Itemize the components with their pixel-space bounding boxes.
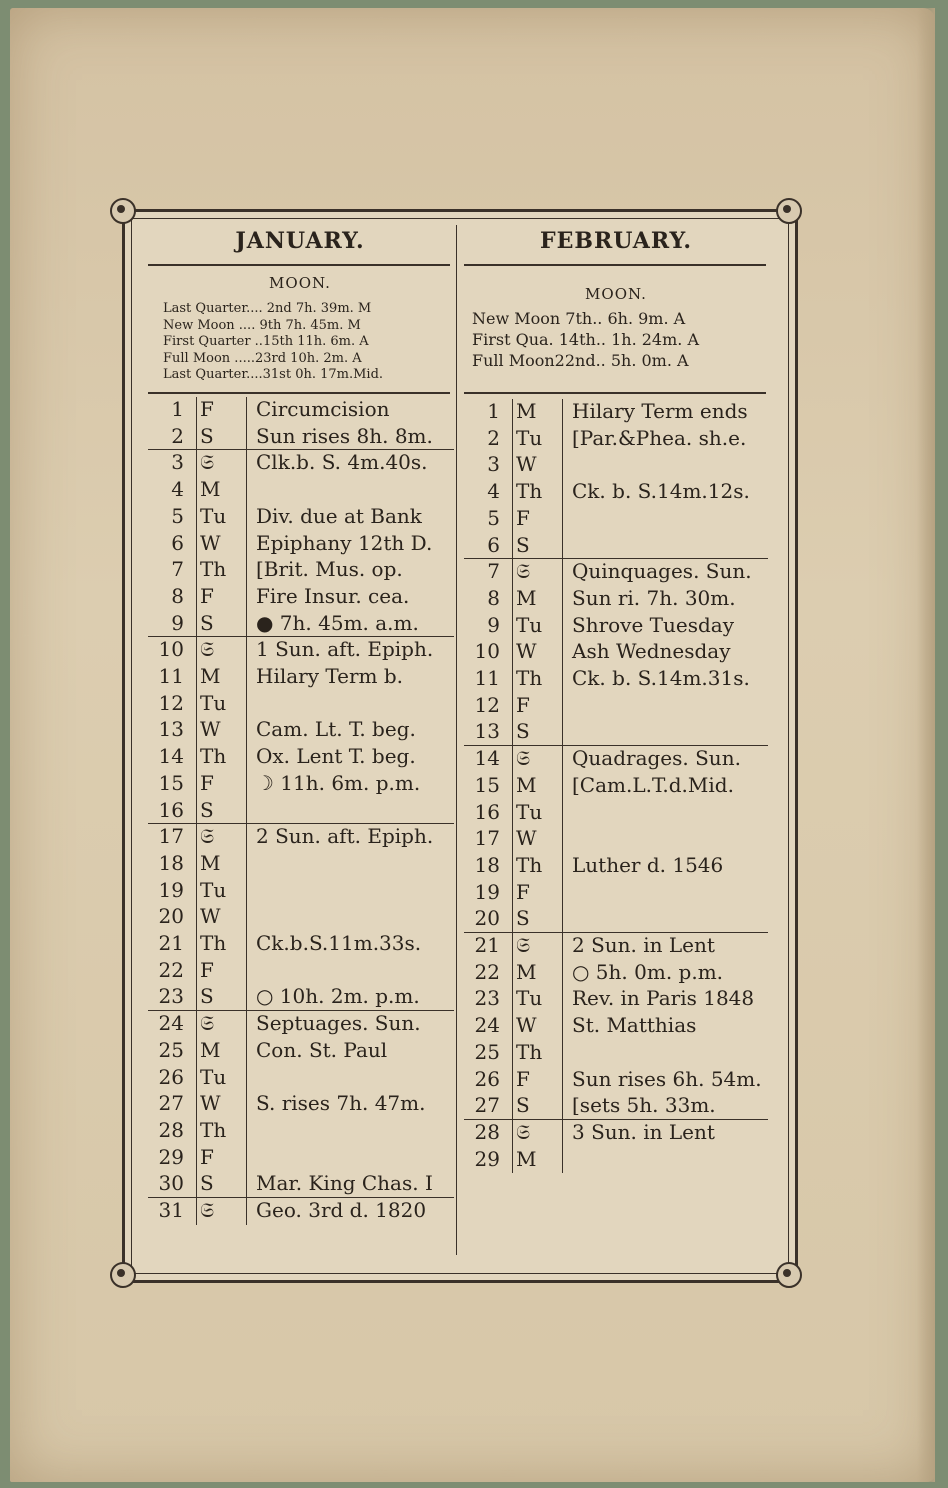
day-number: 31 xyxy=(158,1198,184,1222)
day-number: 12 xyxy=(158,690,184,715)
day-number: 14 xyxy=(474,746,500,771)
day-number: 3 xyxy=(487,452,500,477)
day-number: 15 xyxy=(158,770,184,795)
weekday: F xyxy=(516,692,530,717)
january-title-rule xyxy=(148,264,450,266)
january-moon-line: Last Quarter.... 2nd 7h. 39m. M xyxy=(163,301,372,316)
weekday: M xyxy=(200,1037,221,1062)
january-day-row xyxy=(148,1038,454,1065)
day-event: Ck.b.S.11m.33s. xyxy=(256,931,422,955)
day-number: 4 xyxy=(487,479,500,504)
january-day-row xyxy=(148,904,454,931)
january-day-row xyxy=(148,557,454,584)
weekday: 𝔖 xyxy=(516,559,531,584)
day-event: Quadrages. Sun. xyxy=(572,746,741,771)
february-moon-line: Full Moon22nd.. 5h. 0m. A xyxy=(472,351,689,370)
february-column-rule xyxy=(512,399,513,1173)
day-number: 23 xyxy=(474,986,500,1011)
day-number: 9 xyxy=(171,610,184,635)
weekday: W xyxy=(200,1091,221,1116)
weekday: M xyxy=(200,477,221,502)
day-event: [Cam.L.T.d.Mid. xyxy=(572,772,734,797)
page-edge xyxy=(917,8,935,1482)
february-day-row xyxy=(464,1013,768,1040)
corner-ornament-bottom-right xyxy=(776,1262,802,1288)
january-day-row xyxy=(148,1011,454,1038)
weekday: Th xyxy=(200,744,227,769)
day-number: 20 xyxy=(474,906,500,931)
day-event: Rev. in Paris 1848 xyxy=(572,986,755,1011)
day-number: 17 xyxy=(158,824,184,849)
day-event: Ck. b. S.14m.31s. xyxy=(572,666,750,690)
weekday: S xyxy=(516,906,530,931)
weekday: S xyxy=(200,610,214,635)
february-day-row xyxy=(464,452,768,479)
day-number: 27 xyxy=(158,1091,184,1116)
day-event: ☽ 11h. 6m. p.m. xyxy=(256,770,421,795)
january-moon-line: First Quarter ..15th 11h. 6m. A xyxy=(163,334,369,349)
weekday: Tu xyxy=(516,986,543,1011)
day-event: Shrove Tuesday xyxy=(572,612,735,637)
february-day-row xyxy=(464,960,768,987)
weekday: Th xyxy=(516,852,543,877)
february-day-row xyxy=(464,399,768,426)
february-day-row xyxy=(464,586,768,613)
day-number: 12 xyxy=(474,692,500,717)
february-day-row xyxy=(464,800,768,827)
weekday: Th xyxy=(516,479,543,504)
weekday: W xyxy=(516,1013,537,1038)
day-number: 29 xyxy=(158,1144,184,1169)
january-day-row xyxy=(148,984,454,1011)
january-day-row xyxy=(148,584,454,611)
day-event: Ash Wednesday xyxy=(572,639,731,664)
day-event: Clk.b. S. 4m.40s. xyxy=(256,450,428,475)
day-event: Quinquages. Sun. xyxy=(572,559,752,584)
day-event: Sun rises 8h. 8m. xyxy=(256,423,433,448)
day-number: 8 xyxy=(171,583,184,608)
day-number: 28 xyxy=(158,1117,184,1142)
day-number: 21 xyxy=(474,933,500,957)
day-number: 17 xyxy=(474,826,500,851)
weekday: W xyxy=(200,717,221,742)
day-number: 29 xyxy=(474,1146,500,1171)
january-day-row xyxy=(148,1065,454,1092)
day-event: Septuages. Sun. xyxy=(256,1011,421,1036)
january-day-row xyxy=(148,691,454,718)
weekday: Th xyxy=(516,1039,543,1064)
day-number: 26 xyxy=(158,1064,184,1089)
day-number: 6 xyxy=(171,530,184,555)
day-event: 2 Sun. aft. Epiph. xyxy=(256,824,434,849)
weekday: S xyxy=(516,532,530,557)
weekday: M xyxy=(516,399,537,423)
weekday: Th xyxy=(200,557,227,582)
weekday: Tu xyxy=(200,503,227,528)
corner-ornament-bottom-left xyxy=(110,1262,136,1288)
february-moon-line: First Qua. 14th.. 1h. 24m. A xyxy=(472,330,699,349)
february-day-row xyxy=(464,1067,768,1094)
corner-ornament-top-right xyxy=(776,198,802,224)
january-moon-rule xyxy=(148,392,450,394)
day-event: 2 Sun. in Lent xyxy=(572,933,715,957)
day-number: 23 xyxy=(158,984,184,1009)
weekday: F xyxy=(516,505,530,530)
day-event: ○ 5h. 0m. p.m. xyxy=(572,959,724,984)
february-day-row xyxy=(464,1093,768,1120)
day-number: 1 xyxy=(487,399,500,423)
february-day-row xyxy=(464,719,768,746)
week-separator xyxy=(148,449,454,450)
february-day-row xyxy=(464,880,768,907)
day-number: 10 xyxy=(158,637,184,662)
day-number: 1 xyxy=(171,397,184,421)
weekday: Tu xyxy=(516,612,543,637)
week-separator xyxy=(464,558,768,559)
weekday: Tu xyxy=(200,690,227,715)
day-event: 3 Sun. in Lent xyxy=(572,1119,715,1144)
january-day-row xyxy=(148,1171,454,1198)
january-day-row xyxy=(148,637,454,664)
month-divider xyxy=(456,225,457,1255)
day-event: Hilary Term b. xyxy=(256,664,404,688)
january-moon-line: Full Moon .....23rd 10h. 2m. A xyxy=(163,350,362,366)
january-day-row xyxy=(148,1118,454,1145)
day-number: 13 xyxy=(158,717,184,742)
day-number: 5 xyxy=(487,505,500,530)
weekday: S xyxy=(200,423,214,448)
day-event: Hilary Term ends xyxy=(572,399,748,423)
week-separator xyxy=(148,1197,454,1198)
february-day-row xyxy=(464,666,768,693)
day-event: 1 Sun. aft. Epiph. xyxy=(256,637,434,662)
week-separator xyxy=(464,932,768,933)
day-number: 2 xyxy=(487,425,500,450)
day-number: 8 xyxy=(487,585,500,610)
february-column-rule xyxy=(562,399,563,1173)
weekday: Th xyxy=(200,931,227,955)
weekday: F xyxy=(200,1144,214,1169)
january-day-row xyxy=(148,424,454,451)
day-number: 24 xyxy=(158,1011,184,1036)
day-number: 20 xyxy=(158,904,184,929)
weekday: 𝔖 xyxy=(516,746,531,771)
january-day-row xyxy=(148,531,454,558)
day-number: 24 xyxy=(474,1013,500,1038)
february-day-row xyxy=(464,773,768,800)
day-number: 7 xyxy=(487,559,500,584)
february-day-row xyxy=(464,1147,768,1174)
weekday: W xyxy=(516,452,537,477)
weekday: M xyxy=(200,850,221,875)
january-day-row xyxy=(148,450,454,477)
weekday: 𝔖 xyxy=(200,1198,215,1222)
february-day-row xyxy=(464,426,768,453)
day-number: 28 xyxy=(474,1119,500,1144)
january-day-row xyxy=(148,611,454,638)
weekday: F xyxy=(516,1066,530,1091)
day-number: 25 xyxy=(158,1037,184,1062)
day-event: S. rises 7h. 47m. xyxy=(256,1091,426,1116)
day-event: Luther d. 1546 xyxy=(572,852,724,877)
february-title: FEBRUARY. xyxy=(540,228,692,254)
day-number: 5 xyxy=(171,503,184,528)
weekday: Th xyxy=(200,1117,227,1142)
february-day-row xyxy=(464,746,768,773)
day-number: 13 xyxy=(474,719,500,744)
february-day-row xyxy=(464,1120,768,1147)
weekday: 𝔖 xyxy=(516,933,531,957)
day-event: St. Matthias xyxy=(572,1013,697,1038)
day-number: 6 xyxy=(487,532,500,557)
weekday: W xyxy=(516,639,537,664)
january-day-row xyxy=(148,1198,454,1225)
day-event: Epiphany 12th D. xyxy=(256,530,433,555)
day-event: Cam. Lt. T. beg. xyxy=(256,717,416,742)
weekday: M xyxy=(516,585,537,610)
february-day-row xyxy=(464,559,768,586)
january-moon-line: New Moon .... 9th 7h. 45m. M xyxy=(163,317,361,333)
weekday: F xyxy=(200,397,214,421)
weekday: S xyxy=(200,797,214,822)
weekday: Tu xyxy=(200,877,227,902)
week-separator xyxy=(464,745,768,746)
january-column-rule xyxy=(246,397,247,1225)
february-day-row xyxy=(464,906,768,933)
january-day-row xyxy=(148,664,454,691)
january-day-row xyxy=(148,1091,454,1118)
day-event: Fire Insur. cea. xyxy=(256,583,410,608)
february-day-row xyxy=(464,933,768,960)
weekday: 𝔖 xyxy=(200,637,215,662)
february-moon-heading: MOON. xyxy=(585,285,647,303)
weekday: S xyxy=(516,719,530,744)
day-number: 11 xyxy=(158,664,184,688)
week-separator xyxy=(148,636,454,637)
day-number: 16 xyxy=(158,797,184,822)
weekday: W xyxy=(200,530,221,555)
january-title: JANUARY. xyxy=(235,228,365,254)
january-moon-heading: MOON. xyxy=(269,274,331,292)
february-day-row xyxy=(464,639,768,666)
day-number: 18 xyxy=(158,850,184,875)
day-event: Sun rises 6h. 54m. xyxy=(572,1066,762,1091)
weekday: F xyxy=(200,770,214,795)
weekday: M xyxy=(516,1146,537,1171)
weekday: Tu xyxy=(516,425,543,450)
weekday: Th xyxy=(516,666,543,690)
day-number: 16 xyxy=(474,799,500,824)
weekday: M xyxy=(516,772,537,797)
day-number: 27 xyxy=(474,1093,500,1118)
january-day-row xyxy=(148,798,454,825)
day-number: 19 xyxy=(158,877,184,902)
day-number: 9 xyxy=(487,612,500,637)
day-number: 2 xyxy=(171,423,184,448)
day-number: 4 xyxy=(171,477,184,502)
february-day-row xyxy=(464,479,768,506)
weekday: F xyxy=(200,957,214,982)
day-number: 11 xyxy=(474,666,500,690)
day-event: ○ 10h. 2m. p.m. xyxy=(256,984,420,1009)
january-day-row xyxy=(148,397,454,424)
january-day-row xyxy=(148,771,454,798)
day-number: 21 xyxy=(158,931,184,955)
february-day-row xyxy=(464,853,768,880)
weekday: 𝔖 xyxy=(200,1011,215,1036)
january-day-row xyxy=(148,931,454,958)
february-day-row xyxy=(464,613,768,640)
january-day-row xyxy=(148,717,454,744)
day-number: 7 xyxy=(171,557,184,582)
weekday: 𝔖 xyxy=(516,1119,531,1144)
day-event: Div. due at Bank xyxy=(256,503,422,528)
january-day-row xyxy=(148,824,454,851)
day-number: 15 xyxy=(474,772,500,797)
day-number: 19 xyxy=(474,879,500,904)
day-number: 22 xyxy=(474,959,500,984)
january-day-row xyxy=(148,958,454,985)
weekday: M xyxy=(516,959,537,984)
february-title-rule xyxy=(464,264,766,266)
day-event: Ck. b. S.14m.12s. xyxy=(572,479,750,504)
day-event: Mar. King Chas. I xyxy=(256,1171,433,1196)
day-number: 18 xyxy=(474,852,500,877)
day-event: Circumcision xyxy=(256,397,390,421)
day-event: Ox. Lent T. beg. xyxy=(256,744,416,769)
day-number: 3 xyxy=(171,450,184,475)
corner-ornament-top-left xyxy=(110,198,136,224)
weekday: S xyxy=(200,1171,214,1196)
week-separator xyxy=(464,1119,768,1120)
january-day-row xyxy=(148,851,454,878)
january-day-row xyxy=(148,477,454,504)
day-number: 25 xyxy=(474,1039,500,1064)
february-day-row xyxy=(464,693,768,720)
january-day-row xyxy=(148,878,454,905)
january-column-rule xyxy=(196,397,197,1225)
weekday: 𝔖 xyxy=(200,450,215,475)
day-event: [sets 5h. 33m. xyxy=(572,1093,716,1118)
weekday: Tu xyxy=(200,1064,227,1089)
january-day-row xyxy=(148,504,454,531)
day-event: Geo. 3rd d. 1820 xyxy=(256,1198,427,1222)
day-event: ● 7h. 45m. a.m. xyxy=(256,610,419,635)
weekday: W xyxy=(200,904,221,929)
february-day-row xyxy=(464,506,768,533)
day-number: 22 xyxy=(158,957,184,982)
february-day-row xyxy=(464,986,768,1013)
week-separator xyxy=(148,823,454,824)
weekday: F xyxy=(200,583,214,608)
weekday: M xyxy=(200,664,221,688)
day-number: 10 xyxy=(474,639,500,664)
february-moon-rule xyxy=(464,392,766,394)
weekday: Tu xyxy=(516,799,543,824)
february-moon-line: New Moon 7th.. 6h. 9m. A xyxy=(472,309,686,328)
january-day-row xyxy=(148,1145,454,1172)
weekday: S xyxy=(516,1093,530,1118)
day-number: 14 xyxy=(158,744,184,769)
day-event: Con. St. Paul xyxy=(256,1037,388,1062)
february-day-row xyxy=(464,533,768,560)
january-moon-line: Last Quarter....31st 0h. 17m.Mid. xyxy=(163,367,384,382)
day-number: 26 xyxy=(474,1066,500,1091)
day-event: [Par.&Phea. sh.e. xyxy=(572,425,747,450)
weekday: W xyxy=(516,826,537,851)
week-separator xyxy=(148,1010,454,1011)
weekday: 𝔖 xyxy=(200,824,215,849)
day-event: Sun ri. 7h. 30m. xyxy=(572,585,736,610)
january-day-row xyxy=(148,744,454,771)
day-event: [Brit. Mus. op. xyxy=(256,557,403,582)
february-day-row xyxy=(464,826,768,853)
day-number: 30 xyxy=(158,1171,184,1196)
weekday: F xyxy=(516,879,530,904)
weekday: S xyxy=(200,984,214,1009)
february-day-row xyxy=(464,1040,768,1067)
